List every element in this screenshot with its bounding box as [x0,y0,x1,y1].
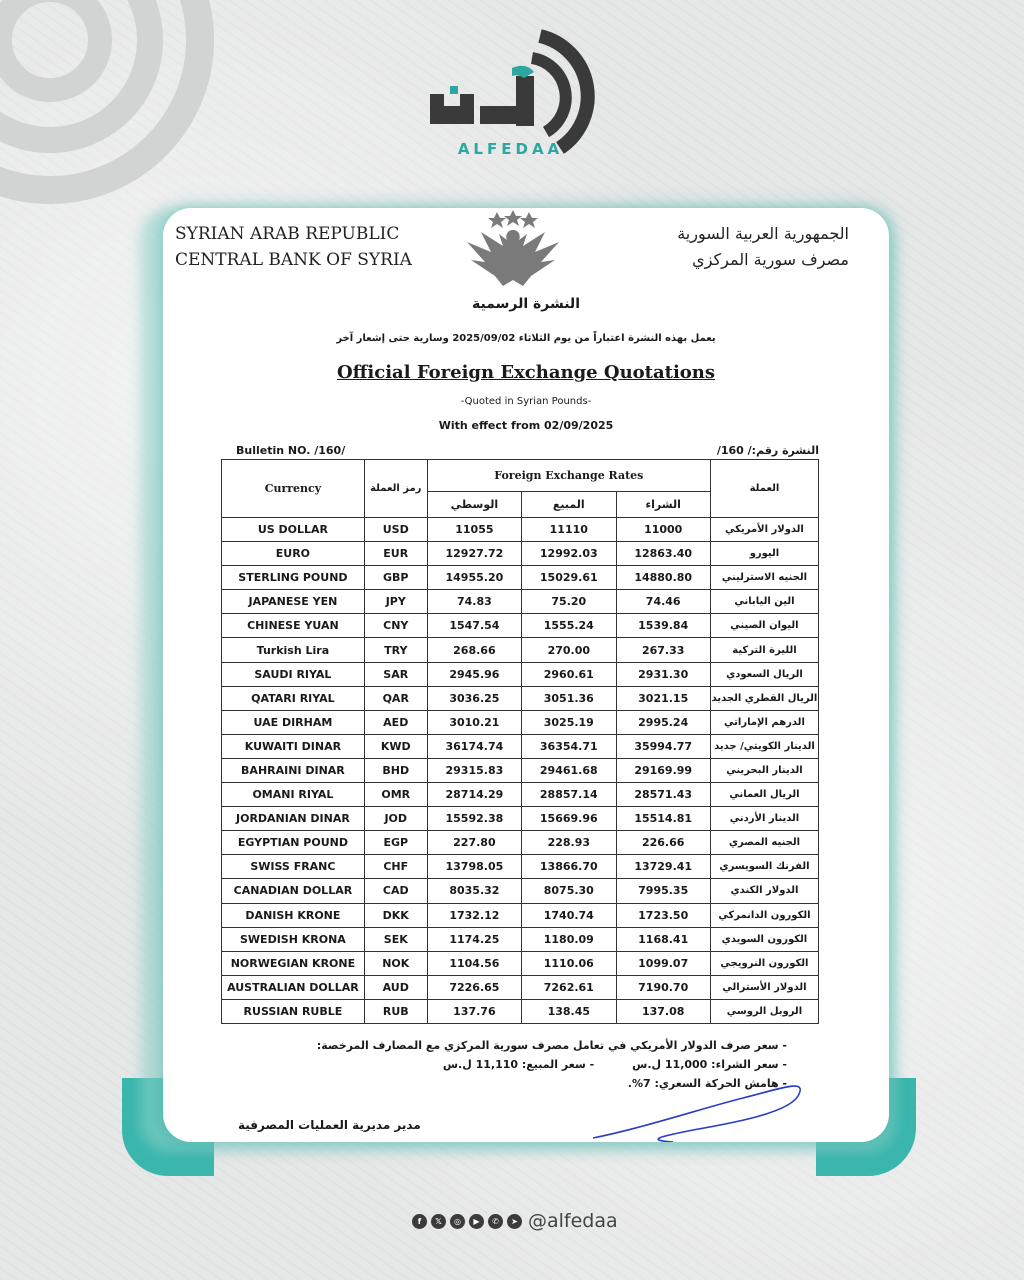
cell-buy: 1723.50 [616,903,710,927]
cell-currency: SWEDISH KRONA [222,927,365,951]
cell-code: QAR [364,686,427,710]
cell-currency-arabic: الين الياباني [710,590,818,614]
cell-buy: 3021.15 [616,686,710,710]
table-row [222,807,819,831]
cell-currency-arabic: اليوان الصيني [710,614,818,638]
cell-sell: 7262.61 [522,975,616,999]
cell-buy: 267.33 [616,638,710,662]
cell-mid: 3010.21 [427,710,521,734]
cell-buy: 7995.35 [616,879,710,903]
decorative-arcs-icon [0,0,240,230]
cell-mid: 13798.05 [427,855,521,879]
table-row [222,590,819,614]
cell-sell: 1555.24 [522,614,616,638]
cell-currency: CANADIAN DOLLAR [222,879,365,903]
cell-mid: 15592.38 [427,807,521,831]
signature-title: مدير مديرية العمليات المصرفية [238,1118,421,1132]
header-en-line1: SYRIAN ARAB REPUBLIC [175,224,400,244]
table-row [222,855,819,879]
cell-mid: 1104.56 [427,951,521,975]
cell-currency: EGYPTIAN POUND [222,831,365,855]
cell-currency: JORDANIAN DINAR [222,807,365,831]
facebook-icon[interactable]: f [412,1214,427,1229]
cell-currency: OMANI RIYAL [222,783,365,807]
cell-code: EUR [364,542,427,566]
cell-currency-arabic: الكورون السويدي [710,927,818,951]
cell-mid: 14955.20 [427,566,521,590]
cell-code: CHF [364,855,427,879]
cell-code: SAR [364,662,427,686]
table-row [222,879,819,903]
header-en-line2: CENTRAL BANK OF SYRIA [175,250,412,270]
cell-sell: 8075.30 [522,879,616,903]
cell-sell: 1740.74 [522,903,616,927]
cell-code: CAD [364,879,427,903]
social-footer [412,1208,618,1234]
table-row [222,975,819,999]
cell-code: DKK [364,903,427,927]
cell-code: USD [364,518,427,542]
cell-currency-arabic: الريال القطري الجديد [710,686,818,710]
social-handle[interactable]: @alfedaa [528,1210,618,1232]
table-row [222,662,819,686]
cell-code: JPY [364,590,427,614]
cell-currency: DANISH KRONE [222,903,365,927]
header-buy: الشراء [616,492,710,518]
cell-mid: 1547.54 [427,614,521,638]
cell-buy: 28571.43 [616,783,710,807]
cell-mid: 268.66 [427,638,521,662]
cell-currency-arabic: الفرنك السويسري [710,855,818,879]
exchange-bulletin [163,208,889,1142]
quoted-currency: -Quoted in Syrian Pounds- [460,396,592,407]
cell-buy: 74.46 [616,590,710,614]
cell-sell: 28857.14 [522,783,616,807]
cell-sell: 13866.70 [522,855,616,879]
note-line1: - سعر صرف الدولار الأمريكي في تعامل مصرف سورية المركزي مع المصارف المرخصة: [316,1039,787,1052]
cell-code: OMR [364,783,427,807]
table-row [222,903,819,927]
table-row [222,999,819,1023]
header-currency: Currency [222,460,365,518]
cell-buy: 1099.07 [616,951,710,975]
cell-mid: 1732.12 [427,903,521,927]
header-arabic [677,221,849,273]
cell-code: JOD [364,807,427,831]
cell-currency: US DOLLAR [222,518,365,542]
brand-name: ALFEDAA [457,140,564,158]
cell-sell: 228.93 [522,831,616,855]
exchange-rates-table [221,459,819,1024]
cell-currency-arabic: الدينار الكويتي/ جديد [710,734,818,758]
table-row [222,638,819,662]
cell-currency: Turkish Lira [222,638,365,662]
cell-buy: 7190.70 [616,975,710,999]
cell-currency-arabic: الريال السعودي [710,662,818,686]
cell-sell: 15029.61 [522,566,616,590]
cell-code: GBP [364,566,427,590]
cell-code: EGP [364,831,427,855]
cell-buy: 2931.30 [616,662,710,686]
cell-code: CNY [364,614,427,638]
cell-currency: AUSTRALIAN DOLLAR [222,975,365,999]
cell-buy: 13729.41 [616,855,710,879]
cell-currency: JAPANESE YEN [222,590,365,614]
cell-buy: 15514.81 [616,807,710,831]
cell-sell: 36354.71 [522,734,616,758]
table-row [222,783,819,807]
cell-buy: 137.08 [616,999,710,1023]
cell-currency: RUSSIAN RUBLE [222,999,365,1023]
x-icon[interactable]: 𝕏 [431,1214,446,1229]
note-buy: - سعر الشراء: 11,000 ل.س [632,1058,787,1071]
cell-sell: 3025.19 [522,710,616,734]
cell-sell: 138.45 [522,999,616,1023]
cell-sell: 12992.03 [522,542,616,566]
header-rates-group: Foreign Exchange Rates [427,460,710,492]
cell-code: BHD [364,758,427,782]
youtube-icon[interactable]: ▶ [469,1214,484,1229]
signature-scribble-icon [583,1068,813,1142]
cell-mid: 7226.65 [427,975,521,999]
cell-code: KWD [364,734,427,758]
cell-mid: 1174.25 [427,927,521,951]
header-ar-line1: الجمهورية العربية السورية [677,224,849,243]
cell-currency: STERLING POUND [222,566,365,590]
table-row [222,566,819,590]
table-row [222,951,819,975]
cell-currency-arabic: الروبل الروسي [710,999,818,1023]
table-row [222,710,819,734]
cell-sell: 270.00 [522,638,616,662]
cell-mid: 11055 [427,518,521,542]
cell-currency-arabic: اليورو [710,542,818,566]
table-row [222,927,819,951]
cell-buy: 14880.80 [616,566,710,590]
cell-currency: QATARI RIYAL [222,686,365,710]
bulletin-number-arabic: النشرة رقم:/ 160/ [716,444,819,457]
table-row [222,518,819,542]
eagle-emblem-icon [453,208,573,288]
cell-code: AED [364,710,427,734]
cell-currency: UAE DIRHAM [222,710,365,734]
cell-mid: 227.80 [427,831,521,855]
header-code: رمز العملة [364,460,427,518]
cell-mid: 36174.74 [427,734,521,758]
table-row [222,614,819,638]
whatsapp-icon[interactable]: ✆ [488,1214,503,1229]
cell-currency-arabic: الجنيه الاسترليني [710,566,818,590]
cell-currency-arabic: الدينار البحريني [710,758,818,782]
document-card [163,208,889,1142]
cell-buy: 35994.77 [616,734,710,758]
table-row [222,686,819,710]
header-currency-arabic: العملة [710,460,818,518]
cell-mid: 2945.96 [427,662,521,686]
cell-code: AUD [364,975,427,999]
cell-sell: 11110 [522,518,616,542]
cell-currency: EURO [222,542,365,566]
cell-currency: CHINESE YUAN [222,614,365,638]
cell-currency-arabic: الكورون النرويجي [710,951,818,975]
cell-sell: 15669.96 [522,807,616,831]
cell-buy: 1539.84 [616,614,710,638]
cell-sell: 1110.06 [522,951,616,975]
cell-buy: 11000 [616,518,710,542]
cell-currency-arabic: الريال العماني [710,783,818,807]
table-row [222,542,819,566]
header-mid: الوسطي [427,492,521,518]
cell-mid: 74.83 [427,590,521,614]
cell-currency-arabic: الدولار الأسترالي [710,975,818,999]
cell-sell: 3051.36 [522,686,616,710]
cell-mid: 8035.32 [427,879,521,903]
cell-currency-arabic: الدينار الأردني [710,807,818,831]
cell-buy: 1168.41 [616,927,710,951]
cell-sell: 75.20 [522,590,616,614]
note-margin: - هامش الحركة السعري: 7%. [627,1077,787,1090]
cell-buy: 12863.40 [616,542,710,566]
telegram-icon[interactable]: ➤ [507,1214,522,1229]
cell-currency: SAUDI RIYAL [222,662,365,686]
table-row [222,734,819,758]
cell-currency-arabic: الجنيه المصري [710,831,818,855]
cell-mid: 28714.29 [427,783,521,807]
header-english [175,221,412,273]
cell-currency: NORWEGIAN KRONE [222,951,365,975]
cell-currency: BAHRAINI DINAR [222,758,365,782]
cell-sell: 1180.09 [522,927,616,951]
instagram-icon[interactable]: ◎ [450,1214,465,1229]
cell-currency-arabic: الليرة التركية [710,638,818,662]
cell-currency-arabic: الدولار الأمريكي [710,518,818,542]
cell-code: TRY [364,638,427,662]
cell-mid: 29315.83 [427,758,521,782]
cell-mid: 137.76 [427,999,521,1023]
effective-date-arabic: يعمل بهذه النشرة اعتباراً من يوم الثلاثاء 2025/09/02 وسارية حتى إشعار آخر [336,333,716,344]
cell-sell: 29461.68 [522,758,616,782]
cell-mid: 12927.72 [427,542,521,566]
cell-sell: 2960.61 [522,662,616,686]
note-sell: - سعر المبيع: 11,110 ل.س [442,1058,595,1071]
table-row [222,831,819,855]
cell-code: SEK [364,927,427,951]
cell-buy: 2995.24 [616,710,710,734]
cell-buy: 29169.99 [616,758,710,782]
cell-currency-arabic: الكورون الدانمركي [710,903,818,927]
cell-code: RUB [364,999,427,1023]
cell-currency: KUWAITI DINAR [222,734,365,758]
title-arabic: النشرة الرسمية [472,296,580,312]
cell-currency-arabic: الدرهم الإماراتي [710,710,818,734]
cell-code: NOK [364,951,427,975]
cell-buy: 226.66 [616,831,710,855]
effective-date-english: With effect from 02/09/2025 [438,419,614,432]
cell-currency: SWISS FRANC [222,855,365,879]
bulletin-number-english: Bulletin NO. /160/ [236,444,346,457]
table-row [222,758,819,782]
title-english: Official Foreign Exchange Quotations [336,362,716,383]
header-sell: المبيع [522,492,616,518]
cell-mid: 3036.25 [427,686,521,710]
cell-currency-arabic: الدولار الكندي [710,879,818,903]
header-ar-line2: مصرف سورية المركزي [692,250,849,269]
